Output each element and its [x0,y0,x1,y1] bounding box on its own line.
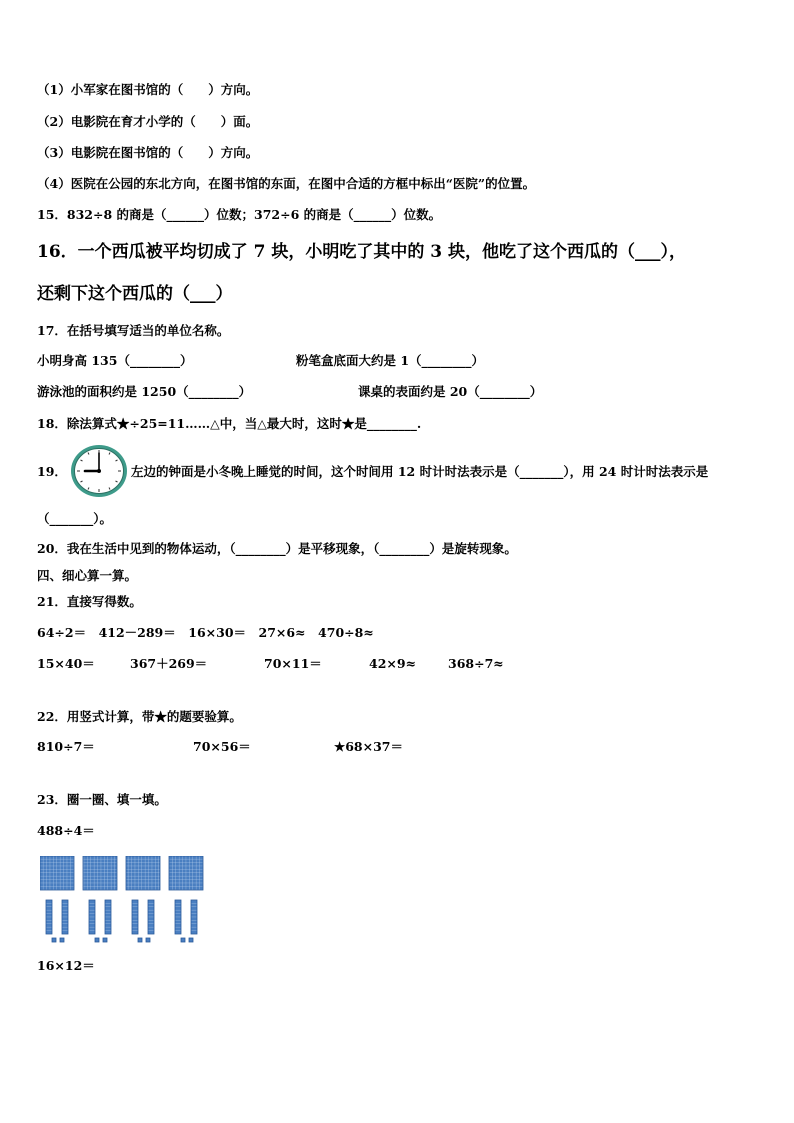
question-22: 22．用竖式计算，带★的题要验算。 [37,709,242,724]
question-19-answer: （_______）。 [37,511,113,526]
question-17-a: 小明身高 135（________） [37,353,193,368]
question-23-b: 16×12＝ [37,958,95,973]
question-21-row2-c: 70×11＝ [264,656,322,671]
question-21: 21．直接写得数。 [37,594,142,609]
question-16-line2: 还剩下这个西瓜的（___） [37,284,233,304]
question-14-4: （4）医院在公园的东北方向，在图书馆的东面，在图中合适的方框中标出“医院”的位置。 [37,176,536,191]
question-21-row2-e: 368÷7≈ [448,656,504,671]
section-4-title: 四、细心算一算。 [37,568,138,583]
question-19-number: 19． [37,464,67,479]
question-15: 15．832÷8 的商是（______）位数；372÷6 的商是（______）位数。 [37,207,442,222]
question-17: 17．在括号填写适当的单位名称。 [37,323,230,338]
base-ten-blocks-icon [40,856,220,946]
question-21-row1: 64÷2＝ 412－289＝ 16×30＝ 27×6≈ 470÷8≈ [37,625,374,640]
question-14-1: （1）小军家在图书馆的（ ）方向。 [37,82,259,97]
question-17-b: 粉笔盒底面大约是 1（________） [296,353,485,368]
question-18: 18．除法算式★÷25=11……△中，当△最大时，这时★是________. [37,416,422,431]
question-14-3: （3）电影院在图书馆的（ ）方向。 [37,145,259,160]
question-16-line1: 16．一个西瓜被平均切成了 7 块，小明吃了其中的 3 块，他吃了这个西瓜的（___）， [37,242,686,262]
question-14-2: （2）电影院在育才小学的（ ）面。 [37,114,259,129]
question-19-text: 左边的钟面是小冬晚上睡觉的时间，这个时间用 12 时计时法表示是（_______），用 24 时计时法表示是 [131,464,709,479]
question-20: 20．我在生活中见到的物体运动，（________）是平移现象，（________）是旋转现象。 [37,541,517,556]
question-21-row2-d: 42×9≈ [369,656,417,671]
clock-face-icon [69,443,129,499]
question-23: 23．圈一圈、填一填。 [37,792,167,807]
question-22-a: 810÷7＝ [37,739,95,754]
question-23-a: 488÷4＝ [37,823,95,838]
question-22-b: 70×56＝ [193,739,251,754]
question-17-d: 课桌的表面约是 20（________） [358,384,543,399]
question-17-c: 游泳池的面积约是 1250（________） [37,384,252,399]
question-21-row2-b: 367＋269＝ [130,656,208,671]
question-22-c: ★68×37＝ [334,739,403,754]
question-21-row2-a: 15×40＝ [37,656,95,671]
